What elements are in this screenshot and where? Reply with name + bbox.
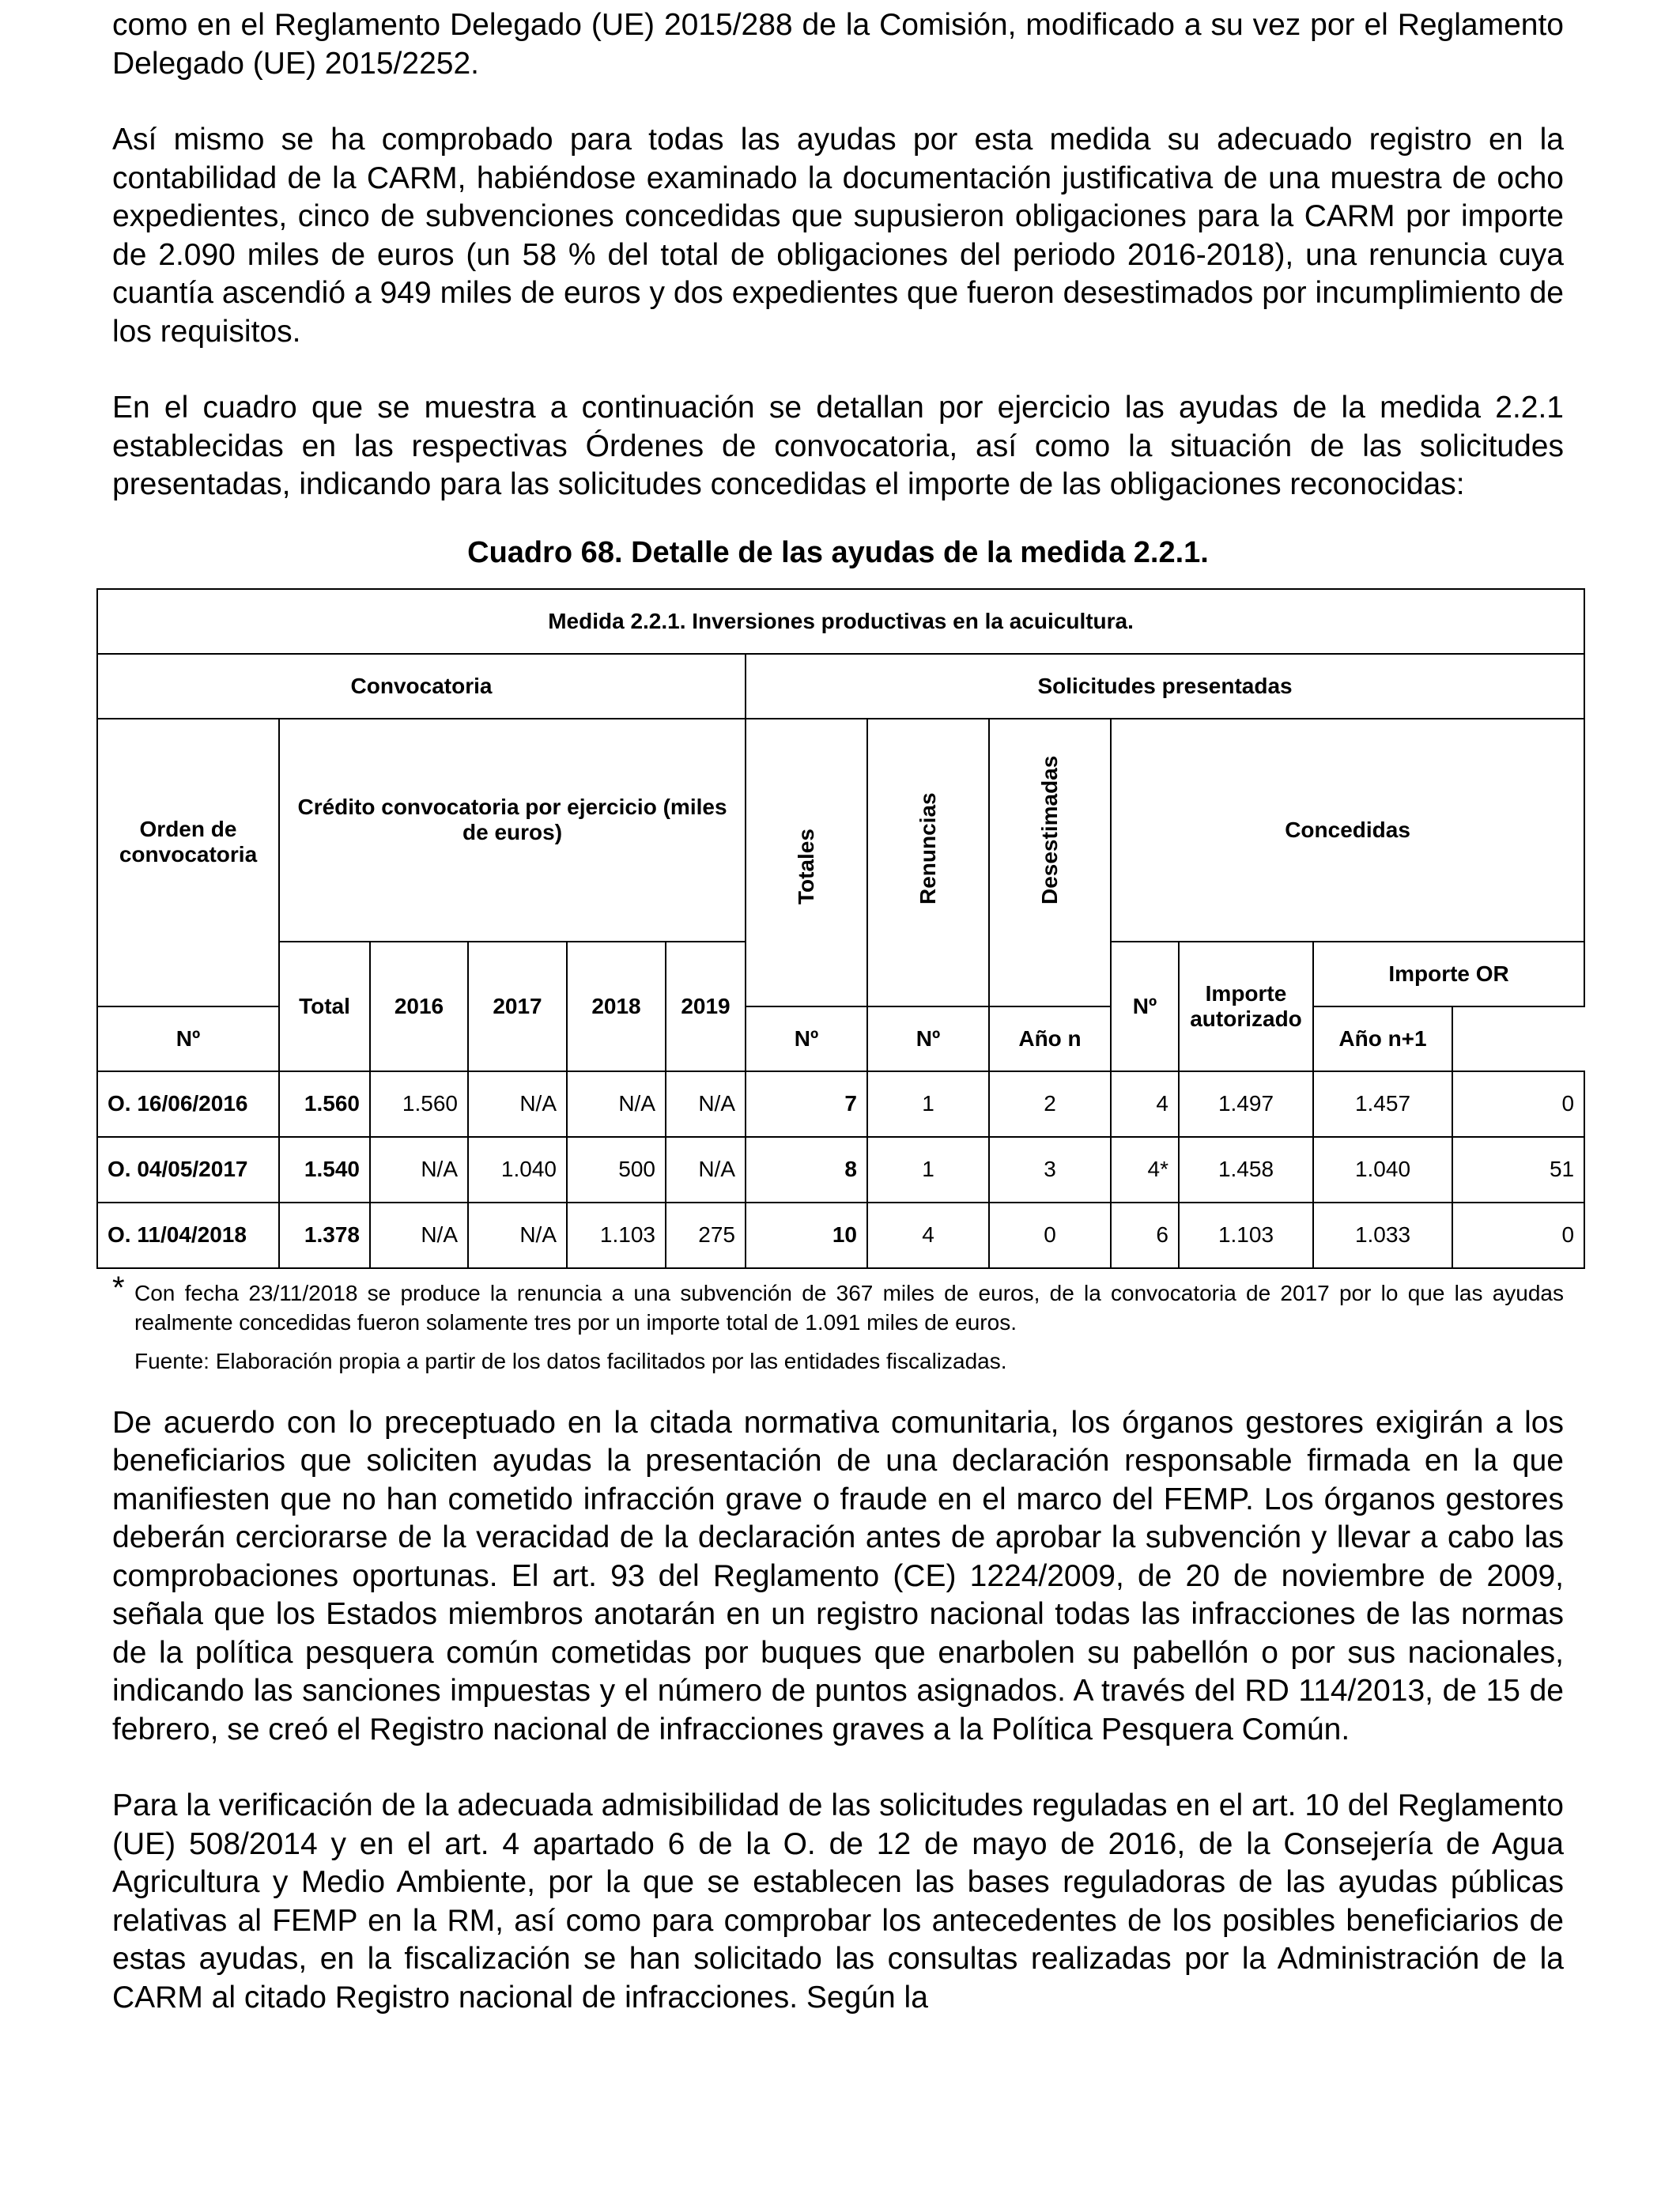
table-cell: 1.040 [468, 1137, 567, 1203]
table-title: Medida 2.2.1. Inversiones productivas en la acuicultura. [97, 589, 1584, 654]
header-no-desestimadas: Nº [867, 1006, 989, 1071]
table-cell: 0 [1452, 1203, 1584, 1268]
footnote-star: * [112, 1270, 125, 1305]
table-cell: O. 04/05/2017 [97, 1137, 279, 1203]
header-credito: Crédito convocatoria por ejercicio (miles de euros) [279, 719, 746, 942]
table-cell: 1.540 [279, 1137, 370, 1203]
table-cell: 0 [1452, 1071, 1584, 1137]
table-cell: N/A [567, 1071, 666, 1137]
header-2019: 2019 [666, 942, 746, 1071]
table-cell: 4* [1111, 1137, 1179, 1203]
table-source: Fuente: Elaboración propia a partir de los datos facilitados por las entidades fiscalizadas. [134, 1348, 1007, 1373]
table-row [97, 1203, 1584, 1268]
header-ano-n: Año n [989, 1006, 1111, 1071]
table-cell: 1.378 [279, 1203, 370, 1268]
table-cell: O. 11/04/2018 [97, 1203, 279, 1268]
paragraph-2: Así mismo se ha comprobado para todas las ayudas por esta medida su adecuado registro en la contabilidad de la CARM, habiéndose examinado la documentación justificativa de una muestra de ocho expedientes, cinco de subvenciones concedidas que supusieron obligaciones para la CARM por importe de 2.090 miles de euros (un 58 % del total de obligaciones del periodo 2016-2018), una renuncia cuya cuantía ascendió a 949 miles de euros y dos expedientes que fueron desestimados por incumplimiento de los requisitos. [112, 123, 1564, 349]
table-cell: 1.103 [1179, 1203, 1313, 1268]
document-page [108, 6, 1575, 2017]
table-cell: 1.497 [1179, 1071, 1313, 1137]
paragraph-1: como en el Reglamento Delegado (UE) 2015/288 de la Comisión, modificado a su vez por el Reglamento Delegado (UE) 2015/2252. [112, 8, 1564, 81]
table-cell: 4 [1111, 1071, 1179, 1137]
header-2018: 2018 [567, 942, 666, 1071]
header-desestimadas [989, 719, 1111, 1006]
table-cell: 6 [1111, 1203, 1179, 1268]
paragraph-5: Para la verificación de la adecuada admisibilidad de las solicitudes reguladas en el art. 10 del Reglamento (UE) 508/2014 y en el art. 4 apartado 6 de la O. de 12 de mayo de 2016, de la Consejería de Agua Agricultura y Medio Ambiente, por la que se establecen las bases reguladoras de las ayudas públicas relativas al FEMP en la RM, así como para comprobar los antecedentes de los posibles beneficiarios de estas ayudas, en la fiscalización se han solicitado las consultas realizadas por la Administración de la CARM al citado Registro nacional de infracciones. Según la [112, 1788, 1564, 2015]
paragraph-4: De acuerdo con lo preceptuado en la citada normativa comunitaria, los órganos gestores exigirán a los beneficiarios que soliciten ayudas la presentación de una declaración responsable firmada en la que manifiesten que no han cometido infracción grave o fraude en el marco del FEMP. Los órganos gestores deberán cerciorarse de la veracidad de la declaración antes de aprobar la subvención y llevar a cabo las comprobaciones oportunas. El art. 93 del Reglamento (CE) 1224/2009, de 20 de noviembre de 2009, señala que los Estados miembros anotarán en un registro nacional todas las infracciones de las normas de la política pesquera común cometidas por buques que enarbolen su pabellón o por sus nacionales, indicando las sanciones impuestas y el número de puntos asignados. A través del RD 114/2013, de 15 de febrero, se creó el Registro nacional de infracciones graves a la Política Pesquera Común. [112, 1405, 1564, 1747]
table-cell: 2 [989, 1071, 1111, 1137]
footnote-text: Con fecha 23/11/2018 se produce la renuncia a una subvención de 367 miles de euros, de la convocatoria de 2017 por lo que las ayudas realmente concedidas fueron solamente tres por un importe total de 1.091 miles de euros. [134, 1280, 1564, 1335]
table-footnote [112, 1270, 1564, 1337]
table-body [97, 1071, 1584, 1268]
table-cell: 1.457 [1313, 1071, 1452, 1137]
header-importe-autorizado: Importe autorizado [1179, 942, 1313, 1071]
table-cell: N/A [468, 1071, 567, 1137]
header-no-concedidas: Nº [1111, 942, 1179, 1071]
table-cell: 1.458 [1179, 1137, 1313, 1203]
table-cell: 3 [989, 1137, 1111, 1203]
table-cell: 7 [746, 1071, 867, 1137]
header-renuncias [867, 719, 989, 1006]
table-cell: N/A [468, 1203, 567, 1268]
table-caption: Cuadro 68. Detalle de las ayudas de la medida 2.2.1. [467, 535, 1209, 569]
desestimadas-label: Desestimadas [1037, 755, 1062, 904]
aid-table [96, 588, 1585, 1269]
header-concedidas: Concedidas [1111, 719, 1584, 942]
table-cell: 500 [567, 1137, 666, 1203]
table-cell: N/A [666, 1071, 746, 1137]
renuncias-label: Renuncias [916, 791, 940, 904]
table-cell: 4 [867, 1203, 989, 1268]
table-row [97, 1137, 1584, 1203]
group-convocatoria: Convocatoria [97, 654, 746, 719]
table-cell: 1.040 [1313, 1137, 1452, 1203]
header-no-totales: Nº [97, 1006, 279, 1071]
table-cell: N/A [370, 1203, 468, 1268]
table-cell: 1 [867, 1071, 989, 1137]
table-cell: 1.560 [370, 1071, 468, 1137]
table-cell: 275 [666, 1203, 746, 1268]
table-row [97, 1071, 1584, 1137]
group-solicitudes: Solicitudes presentadas [746, 654, 1584, 719]
table-cell: 51 [1452, 1137, 1584, 1203]
header-ano-n1: Año n+1 [1313, 1006, 1452, 1071]
table-cell: 8 [746, 1137, 867, 1203]
table-cell: 0 [989, 1203, 1111, 1268]
totales-label: Totales [794, 828, 818, 904]
header-orden: Orden de convocatoria [97, 719, 279, 1006]
table-cell: N/A [370, 1137, 468, 1203]
table-cell: O. 16/06/2016 [97, 1071, 279, 1137]
table-cell: 1.560 [279, 1071, 370, 1137]
paragraph-3: En el cuadro que se muestra a continuación se detallan por ejercicio las ayudas de la medida 2.2.1 establecidas en las respectivas Órdenes de convocatoria, así como la situación de las solicitudes presentadas, indicando para las solicitudes concedidas el importe de las obligaciones reconocidas: [112, 391, 1564, 501]
table-cell: 1 [867, 1137, 989, 1203]
header-total: Total [279, 942, 370, 1071]
header-no-renuncias: Nº [746, 1006, 867, 1071]
table-cell: 1.033 [1313, 1203, 1452, 1268]
header-importe-or: Importe OR [1313, 942, 1584, 1006]
table-cell: 10 [746, 1203, 867, 1268]
table-cell: 1.103 [567, 1203, 666, 1268]
header-totales [746, 719, 867, 1006]
header-2016: 2016 [370, 942, 468, 1071]
header-2017: 2017 [468, 942, 567, 1071]
table-cell: N/A [666, 1137, 746, 1203]
